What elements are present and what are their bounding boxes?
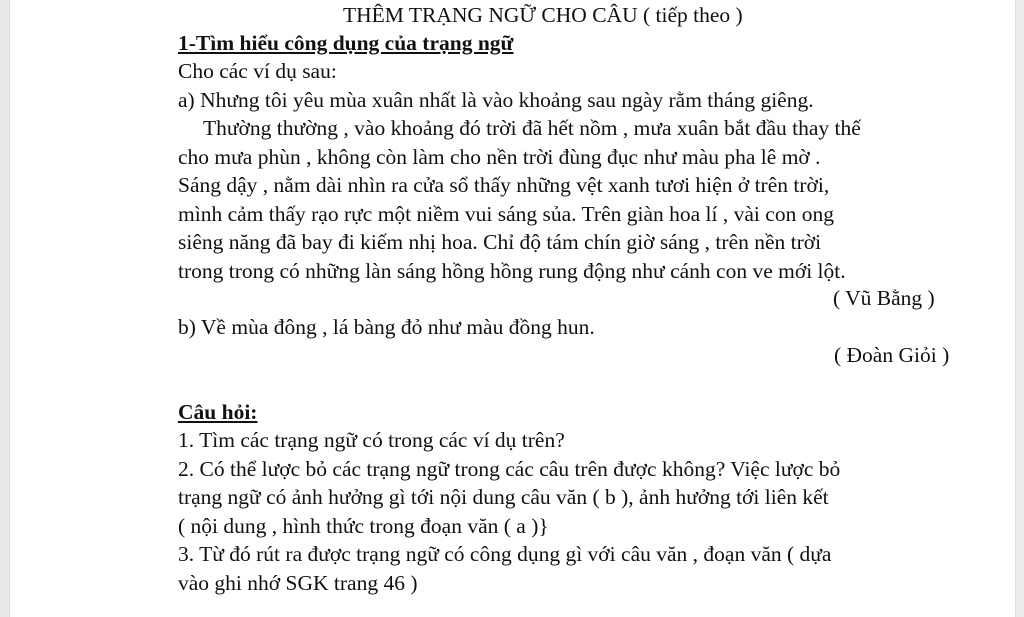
question-line-1: 1. Tìm các trạng ngữ có trong các ví dụ trên? — [178, 428, 565, 452]
example-a-line-2: Thường thường , vào khoảng đó trời đã hết nồm , mưa xuân bắt đầu thay thế — [203, 116, 861, 140]
example-a-line-7: trong trong có những làn sáng hồng hồng rung động như cánh con ve mới lột. — [178, 258, 846, 283]
question-line-5: 3. Từ đó rút ra được trạng ngữ có công dụng gì với câu văn , đoạn văn ( dựa — [178, 542, 832, 566]
question-line-3: trạng ngữ có ảnh hưởng gì tới nội dung câu văn ( b ), ảnh hưởng tới liên kết — [178, 485, 829, 509]
author-b-citation: ( Đoàn Giỏi ) — [834, 343, 950, 367]
right-scrollbar[interactable] — [1015, 0, 1024, 617]
author-a-citation: ( Vũ Bằng ) — [833, 286, 935, 310]
example-a-line-5: mình cảm thấy rạo rực một niềm vui sáng sủa. Trên giàn hoa lí , vài con ong — [178, 201, 834, 226]
question-line-2: 2. Có thể lược bỏ các trạng ngữ trong các câu trên được không? Việc lược bỏ — [178, 456, 841, 481]
example-a-block — [178, 57, 861, 285]
question-line-4: ( nội dung , hình thức trong đoạn văn ( a )} — [178, 513, 549, 538]
intro-text: Cho các ví dụ sau: — [178, 59, 337, 83]
section-heading: 1-Tìm hiểu công dụng của trạng ngữ — [178, 31, 514, 55]
example-a-line-4: Sáng dậy , nằm dài nhìn ra cửa sổ thấy những vệt xanh tươi hiện ở trên trời, — [178, 173, 830, 197]
example-a-line-1: a) Nhưng tôi yêu mùa xuân nhất là vào khoảng sau ngày rằm tháng giêng. — [178, 87, 814, 112]
question-block — [178, 426, 840, 597]
example-b-text: b) Về mùa đông , lá bàng đỏ như màu đồng hun. — [178, 315, 595, 339]
document-title: THÊM TRẠNG NGỮ CHO CÂU ( tiếp theo ) — [343, 3, 743, 27]
example-a-line-6: siêng năng đã bay đi kiếm nhị hoa. Chỉ độ tám chín giờ sáng , trên nền trời — [178, 230, 822, 254]
left-edge-bar — [0, 0, 10, 617]
question-line-6: vào ghi nhớ SGK trang 46 ) — [178, 570, 418, 595]
example-a-line-3: cho mưa phùn , không còn làm cho nền trời đùng đục như màu pha lê mờ . — [178, 144, 821, 169]
question-heading: Câu hỏi: — [178, 400, 258, 424]
